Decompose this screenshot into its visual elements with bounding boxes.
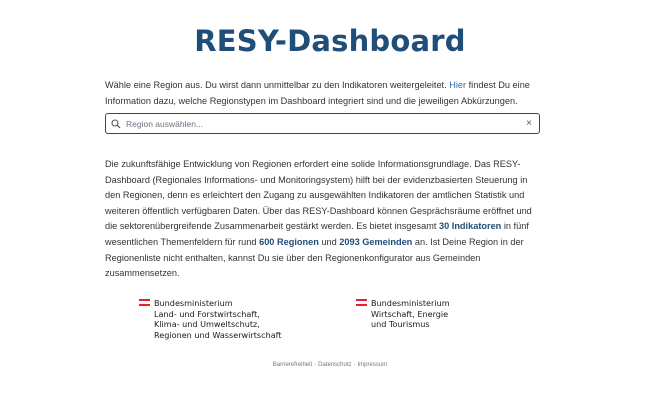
austria-flag-icon <box>139 299 150 306</box>
footer-link-accessibility[interactable]: Barrierefreiheit <box>272 362 313 368</box>
ministry-name-line: Bundesministerium <box>371 298 450 308</box>
footer <box>0 362 660 368</box>
intro-text-before: Wähle eine Region aus. Du wirst dann unmittelbar zu den Indikatoren weitergeleitet. <box>105 80 450 90</box>
footer-separator: · <box>314 362 317 368</box>
indicators-count: 30 Indikatoren <box>439 221 502 232</box>
ministry-name <box>371 298 450 330</box>
ministry-name-line: Bundesministerium <box>154 298 233 308</box>
description-text <box>105 157 545 282</box>
ministry-name-line: Regionen und Wasserwirtschaft <box>154 329 282 340</box>
municipalities-count: 2093 Gemeinden <box>339 236 413 247</box>
regions-count: 600 Regionen <box>259 236 319 247</box>
austria-flag-icon <box>356 299 367 306</box>
ministry-name <box>154 298 282 340</box>
ministry-logo-agriculture <box>139 298 282 340</box>
info-link[interactable]: Hier <box>449 80 467 90</box>
ministry-name-line: Klima- und Umweltschutz, <box>154 319 260 330</box>
description-part-2: in fünf wesentlichen Themenfeldern für rund <box>105 221 529 247</box>
intro-text-after: findest Du eine Information dazu, welche Regionstypen im Dashboard integriert sind und die jeweiligen Abkürzungen. <box>105 80 530 106</box>
ministry-name-line: und Tourismus <box>371 319 430 330</box>
region-search-input[interactable] <box>126 119 524 129</box>
ministry-logo-economy <box>356 298 450 330</box>
description-part-3: und <box>318 236 340 247</box>
region-select[interactable] <box>105 113 540 134</box>
search-icon <box>111 118 122 129</box>
footer-link-privacy[interactable]: Datenschutz <box>318 362 352 368</box>
footer-separator: · <box>353 362 356 368</box>
page-title: RESY-Dashboard <box>194 24 466 58</box>
footer-link-imprint[interactable]: Impressum <box>357 362 388 368</box>
intro-text <box>105 78 550 109</box>
ministry-name-line: Land- und Forstwirtschaft, <box>154 308 260 319</box>
ministry-name-line: Wirtschaft, Energie <box>371 308 449 319</box>
close-icon[interactable]: × <box>526 118 532 129</box>
description-part-4: an. Ist Deine Region in der Regionenliste nicht enthalten, kannst Du sie über den Regionenkonfigurator aus Gemeinden zusammensetzen. <box>105 236 524 279</box>
description-part-1: Die zukunftsfähige Entwicklung von Regionen erfordert eine solide Informationsgrundlage. Das RESY-Dashboard (Regionales Informations- und Monitoringsystem) hilft bei der evidenzbasierten Steuerung in den Regionen, denn es erleichtert den Zugang zu ausgewählten Indikatoren der amtlichen Statistik und weiteren öffentlich verfügbaren Daten. Über das RESY-Dashboard können Gesprächsräume eröffnet und die sektorenübergreifende Zusammenarbeit gestärkt werden. Es bietet insgesamt <box>105 159 532 232</box>
